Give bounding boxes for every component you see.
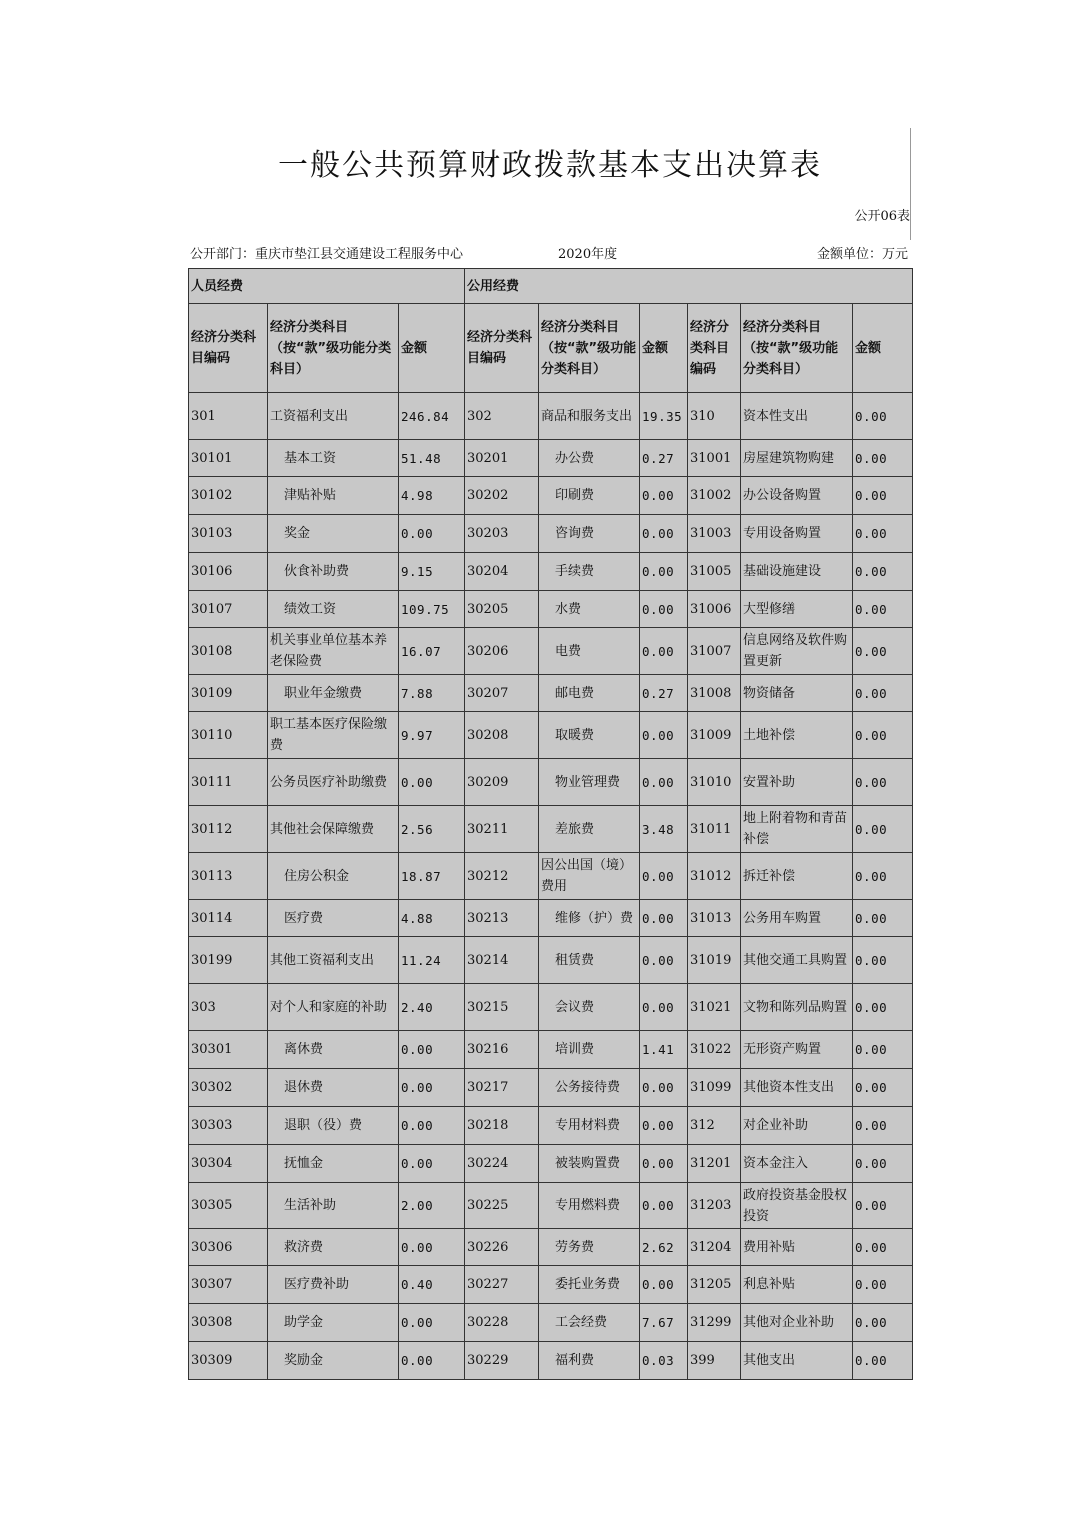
cell-code-public: 30227: [465, 1266, 539, 1304]
cell-code-capital: 31099: [688, 1069, 741, 1107]
cell-amount-capital: 0.00: [853, 1107, 913, 1145]
cell-name-personnel: 生活补助: [268, 1183, 399, 1229]
cell-name-public: 专用材料费: [539, 1107, 640, 1145]
cell-amount-capital: 0.00: [853, 440, 913, 477]
cell-amount-public: 0.00: [640, 853, 688, 900]
cell-code-public: 30216: [465, 1031, 539, 1069]
cell-name-public: 咨询费: [539, 515, 640, 553]
cell-amount-public: 19.35: [640, 393, 688, 440]
header-code-public: 经济分类科目编码: [465, 304, 539, 393]
cell-code-personnel: 30199: [189, 937, 268, 984]
cell-name-capital: 其他支出: [741, 1342, 853, 1380]
cell-amount-personnel: 11.24: [399, 937, 465, 984]
cell-name-capital: 其他交通工具购置: [741, 937, 853, 984]
cell-amount-capital: 0.00: [853, 984, 913, 1031]
cell-amount-public: 0.00: [640, 628, 688, 675]
cell-name-capital: 文物和陈列品购置: [741, 984, 853, 1031]
cell-amount-public: 0.00: [640, 1183, 688, 1229]
cell-amount-capital: 0.00: [853, 853, 913, 900]
cell-amount-public: 0.00: [640, 984, 688, 1031]
table-row: [189, 712, 913, 759]
cell-code-public: 30218: [465, 1107, 539, 1145]
cell-amount-public: 0.00: [640, 712, 688, 759]
cell-amount-public: 0.00: [640, 1266, 688, 1304]
cell-name-personnel: 机关事业单位基本养老保险费: [268, 628, 399, 675]
cell-name-public: 取暖费: [539, 712, 640, 759]
cell-amount-capital: 0.00: [853, 1183, 913, 1229]
table-row: [189, 1031, 913, 1069]
cell-code-public: 30209: [465, 759, 539, 806]
cell-name-public: 公务接待费: [539, 1069, 640, 1107]
cell-amount-personnel: 16.07: [399, 628, 465, 675]
section-row: [189, 269, 913, 304]
cell-amount-personnel: 4.88: [399, 900, 465, 937]
cell-amount-capital: 0.00: [853, 477, 913, 515]
cell-amount-capital: 0.00: [853, 900, 913, 937]
cell-amount-capital: 0.00: [853, 1031, 913, 1069]
cell-code-capital: 31012: [688, 853, 741, 900]
cell-name-personnel: 津贴补贴: [268, 477, 399, 515]
table-row: [189, 628, 913, 675]
table-body: [189, 393, 913, 1380]
cell-name-public: 物业管理费: [539, 759, 640, 806]
header-amount: 金额: [399, 304, 465, 393]
header-row: [189, 304, 913, 393]
table-row: [189, 477, 913, 515]
cell-amount-capital: 0.00: [853, 591, 913, 628]
table-number: 公开06表: [854, 209, 910, 224]
cell-name-public: 专用燃料费: [539, 1183, 640, 1229]
cell-code-personnel: 303: [189, 984, 268, 1031]
cell-name-personnel: 抚恤金: [268, 1145, 399, 1183]
cell-code-public: 30225: [465, 1183, 539, 1229]
cell-name-personnel: 住房公积金: [268, 853, 399, 900]
cell-code-personnel: 30111: [189, 759, 268, 806]
cell-code-public: 30202: [465, 477, 539, 515]
cell-amount-personnel: 9.97: [399, 712, 465, 759]
table-row: [189, 1342, 913, 1380]
cell-code-personnel: 30304: [189, 1145, 268, 1183]
header-name: 经济分类科目（按“款”级功能分类科目）: [268, 304, 399, 393]
cell-code-public: 30213: [465, 900, 539, 937]
cell-amount-public: 0.00: [640, 1069, 688, 1107]
cell-name-personnel: 其他工资福利支出: [268, 937, 399, 984]
cell-name-capital: 无形资产购置: [741, 1031, 853, 1069]
cell-code-public: 30229: [465, 1342, 539, 1380]
cell-name-public: 委托业务费: [539, 1266, 640, 1304]
cell-name-personnel: 公务员医疗补助缴费: [268, 759, 399, 806]
cell-code-public: 30201: [465, 440, 539, 477]
cell-code-capital: 31205: [688, 1266, 741, 1304]
cell-amount-capital: 0.00: [853, 675, 913, 712]
cell-amount-capital: 0.00: [853, 393, 913, 440]
cell-code-personnel: 30305: [189, 1183, 268, 1229]
cell-amount-capital: 0.00: [853, 1342, 913, 1380]
table-row: [189, 759, 913, 806]
cell-name-public: 被装购置费: [539, 1145, 640, 1183]
cell-code-capital: 31022: [688, 1031, 741, 1069]
cell-amount-personnel: 0.00: [399, 1229, 465, 1266]
cell-code-personnel: 30306: [189, 1229, 268, 1266]
cell-amount-capital: 0.00: [853, 1069, 913, 1107]
cell-name-personnel: 医疗费: [268, 900, 399, 937]
cell-name-capital: 其他对企业补助: [741, 1304, 853, 1342]
cell-amount-public: 0.27: [640, 440, 688, 477]
cell-name-personnel: 医疗费补助: [268, 1266, 399, 1304]
cell-name-capital: 资本金注入: [741, 1145, 853, 1183]
cell-code-public: 30217: [465, 1069, 539, 1107]
cell-code-personnel: 30301: [189, 1031, 268, 1069]
table-row: [189, 1266, 913, 1304]
cell-code-capital: 31011: [688, 806, 741, 853]
cell-amount-public: 0.00: [640, 937, 688, 984]
cell-name-capital: 其他资本性支出: [741, 1069, 853, 1107]
cell-name-personnel: 工资福利支出: [268, 393, 399, 440]
cell-amount-capital: 0.00: [853, 806, 913, 853]
cell-amount-personnel: 51.48: [399, 440, 465, 477]
cell-name-personnel: 奖金: [268, 515, 399, 553]
cell-name-personnel: 对个人和家庭的补助: [268, 984, 399, 1031]
cell-name-capital: 基础设施建设: [741, 553, 853, 591]
cell-amount-capital: 0.00: [853, 759, 913, 806]
cell-name-personnel: 助学金: [268, 1304, 399, 1342]
cell-amount-public: 2.62: [640, 1229, 688, 1266]
cell-code-personnel: 30109: [189, 675, 268, 712]
table-row: [189, 1304, 913, 1342]
cell-code-public: 30224: [465, 1145, 539, 1183]
cell-amount-public: 0.00: [640, 759, 688, 806]
cell-amount-personnel: 0.40: [399, 1266, 465, 1304]
cell-amount-public: 0.00: [640, 477, 688, 515]
cell-code-public: 30228: [465, 1304, 539, 1342]
cell-name-personnel: 职业年金缴费: [268, 675, 399, 712]
table-row: [189, 393, 913, 440]
cell-amount-personnel: 0.00: [399, 1145, 465, 1183]
cell-name-capital: 专用设备购置: [741, 515, 853, 553]
cell-name-personnel: 退职（役）费: [268, 1107, 399, 1145]
cell-amount-capital: 0.00: [853, 1304, 913, 1342]
cell-code-personnel: 30110: [189, 712, 268, 759]
cell-code-personnel: 30112: [189, 806, 268, 853]
cell-name-personnel: 退休费: [268, 1069, 399, 1107]
cell-amount-capital: 0.00: [853, 1229, 913, 1266]
cell-code-capital: 31204: [688, 1229, 741, 1266]
cell-code-capital: 31013: [688, 900, 741, 937]
cell-name-public: 租赁费: [539, 937, 640, 984]
cell-amount-capital: 0.00: [853, 1266, 913, 1304]
cell-code-capital: 31003: [688, 515, 741, 553]
cell-name-public: 手续费: [539, 553, 640, 591]
cell-amount-personnel: 2.56: [399, 806, 465, 853]
cell-name-capital: 信息网络及软件购置更新: [741, 628, 853, 675]
cell-name-personnel: 基本工资: [268, 440, 399, 477]
cell-code-personnel: 30307: [189, 1266, 268, 1304]
cell-name-public: 劳务费: [539, 1229, 640, 1266]
header-name-public: 经济分类科目（按“款”级功能分类科目）: [539, 304, 640, 393]
department-label: 公开部门：重庆市垫江县交通建设工程服务中心: [190, 247, 464, 262]
cell-amount-personnel: 0.00: [399, 1069, 465, 1107]
cell-code-public: 30208: [465, 712, 539, 759]
table-row: [189, 440, 913, 477]
table-row: [189, 1183, 913, 1229]
cell-code-personnel: 301: [189, 393, 268, 440]
cell-amount-capital: 0.00: [853, 628, 913, 675]
cell-name-personnel: 其他社会保障缴费: [268, 806, 399, 853]
table-row: [189, 853, 913, 900]
cell-code-personnel: 30106: [189, 553, 268, 591]
cell-amount-public: 0.00: [640, 591, 688, 628]
cell-code-personnel: 30107: [189, 591, 268, 628]
cell-name-capital: 费用补贴: [741, 1229, 853, 1266]
table-row: [189, 1069, 913, 1107]
cell-code-capital: 31010: [688, 759, 741, 806]
header-code-capital: 经济分类科目编码: [688, 304, 741, 393]
cell-code-capital: 31002: [688, 477, 741, 515]
cell-code-personnel: 30114: [189, 900, 268, 937]
cell-name-public: 福利费: [539, 1342, 640, 1380]
cell-name-capital: 拆迁补偿: [741, 853, 853, 900]
cell-code-public: 30215: [465, 984, 539, 1031]
cell-amount-personnel: 0.00: [399, 1304, 465, 1342]
table-row: [189, 591, 913, 628]
cell-code-personnel: 30309: [189, 1342, 268, 1380]
cell-amount-personnel: 2.00: [399, 1183, 465, 1229]
cell-code-personnel: 30108: [189, 628, 268, 675]
cell-name-public: 电费: [539, 628, 640, 675]
cell-name-public: 差旅费: [539, 806, 640, 853]
cell-code-personnel: 30103: [189, 515, 268, 553]
cell-code-public: 302: [465, 393, 539, 440]
table-row: [189, 553, 913, 591]
header-amount-public: 金额: [640, 304, 688, 393]
cell-name-personnel: 伙食补助费: [268, 553, 399, 591]
cell-amount-personnel: 9.15: [399, 553, 465, 591]
cell-name-personnel: 职工基本医疗保险缴费: [268, 712, 399, 759]
cell-amount-public: 0.03: [640, 1342, 688, 1380]
cell-amount-public: 0.00: [640, 1107, 688, 1145]
cell-code-capital: 31005: [688, 553, 741, 591]
page-title: 一般公共预算财政拨款基本支出决算表: [278, 148, 822, 183]
cell-code-public: 30206: [465, 628, 539, 675]
cell-code-public: 30204: [465, 553, 539, 591]
cell-code-capital: 312: [688, 1107, 741, 1145]
table-row: [189, 515, 913, 553]
cell-code-personnel: 30303: [189, 1107, 268, 1145]
cell-name-capital: 地上附着物和青苗补偿: [741, 806, 853, 853]
table-row: [189, 1229, 913, 1266]
cell-amount-public: 0.00: [640, 553, 688, 591]
cell-code-capital: 31299: [688, 1304, 741, 1342]
cell-code-public: 30205: [465, 591, 539, 628]
cell-name-public: 办公费: [539, 440, 640, 477]
table-row: [189, 1107, 913, 1145]
cell-code-capital: 310: [688, 393, 741, 440]
cell-code-personnel: 30308: [189, 1304, 268, 1342]
cell-code-public: 30203: [465, 515, 539, 553]
table-row: [189, 675, 913, 712]
cell-code-capital: 31019: [688, 937, 741, 984]
cell-code-public: 30226: [465, 1229, 539, 1266]
cell-name-public: 商品和服务支出: [539, 393, 640, 440]
cell-code-public: 30207: [465, 675, 539, 712]
cell-name-personnel: 绩效工资: [268, 591, 399, 628]
header-code: 经济分类科目编码: [189, 304, 268, 393]
table-row: [189, 806, 913, 853]
cell-name-public: 会议费: [539, 984, 640, 1031]
cell-amount-public: 0.00: [640, 1145, 688, 1183]
cell-name-public: 邮电费: [539, 675, 640, 712]
cell-amount-personnel: 0.00: [399, 1031, 465, 1069]
cell-amount-public: 0.00: [640, 515, 688, 553]
cell-code-public: 30211: [465, 806, 539, 853]
header-name-capital: 经济分类科目（按“款”级功能分类科目）: [741, 304, 853, 393]
table-row: [189, 1145, 913, 1183]
cell-code-capital: 399: [688, 1342, 741, 1380]
cell-amount-capital: 0.00: [853, 553, 913, 591]
section-personnel: 人员经费: [189, 269, 465, 304]
cell-code-capital: 31201: [688, 1145, 741, 1183]
cell-name-capital: 大型修缮: [741, 591, 853, 628]
section-public: 公用经费: [465, 269, 913, 304]
cell-code-personnel: 30302: [189, 1069, 268, 1107]
expenditure-table: [188, 268, 913, 1380]
cell-name-public: 印刷费: [539, 477, 640, 515]
cell-amount-personnel: 0.00: [399, 1342, 465, 1380]
cell-name-public: 水费: [539, 591, 640, 628]
cell-name-public: 维修（护）费: [539, 900, 640, 937]
cell-amount-public: 0.27: [640, 675, 688, 712]
cell-amount-public: 3.48: [640, 806, 688, 853]
cell-name-public: 工会经费: [539, 1304, 640, 1342]
cell-code-capital: 31001: [688, 440, 741, 477]
header-amount-capital: 金额: [853, 304, 913, 393]
cell-name-capital: 土地补偿: [741, 712, 853, 759]
cell-name-public: 培训费: [539, 1031, 640, 1069]
cell-name-capital: 公务用车购置: [741, 900, 853, 937]
cell-code-capital: 31006: [688, 591, 741, 628]
cell-amount-personnel: 18.87: [399, 853, 465, 900]
cell-amount-capital: 0.00: [853, 1145, 913, 1183]
cell-amount-public: 7.67: [640, 1304, 688, 1342]
cell-amount-public: 0.00: [640, 900, 688, 937]
cell-name-capital: 安置补助: [741, 759, 853, 806]
cell-amount-personnel: 0.00: [399, 515, 465, 553]
unit-label: 金额单位：万元: [816, 247, 908, 262]
cell-amount-public: 1.41: [640, 1031, 688, 1069]
cell-name-capital: 对企业补助: [741, 1107, 853, 1145]
table-row: [189, 937, 913, 984]
cell-code-personnel: 30101: [189, 440, 268, 477]
cell-amount-personnel: 109.75: [399, 591, 465, 628]
cell-name-personnel: 救济费: [268, 1229, 399, 1266]
cell-name-capital: 房屋建筑物购建: [741, 440, 853, 477]
cell-amount-personnel: 4.98: [399, 477, 465, 515]
cell-amount-capital: 0.00: [853, 937, 913, 984]
cell-amount-capital: 0.00: [853, 515, 913, 553]
cell-name-capital: 政府投资基金股权投资: [741, 1183, 853, 1229]
cell-name-public: 因公出国（境）费用: [539, 853, 640, 900]
cell-amount-personnel: 246.84: [399, 393, 465, 440]
cell-amount-personnel: 0.00: [399, 1107, 465, 1145]
cell-name-personnel: 奖励金: [268, 1342, 399, 1380]
cell-code-personnel: 30113: [189, 853, 268, 900]
cell-amount-personnel: 2.40: [399, 984, 465, 1031]
cell-amount-personnel: 7.88: [399, 675, 465, 712]
cell-code-capital: 31007: [688, 628, 741, 675]
year-label: 2020年度: [558, 247, 618, 262]
cell-name-personnel: 离休费: [268, 1031, 399, 1069]
cell-code-capital: 31008: [688, 675, 741, 712]
cell-name-capital: 物资储备: [741, 675, 853, 712]
cell-code-public: 30212: [465, 853, 539, 900]
cell-code-public: 30214: [465, 937, 539, 984]
cell-amount-personnel: 0.00: [399, 759, 465, 806]
table-row: [189, 900, 913, 937]
cell-amount-capital: 0.00: [853, 712, 913, 759]
table-row: [189, 984, 913, 1031]
cell-name-capital: 利息补贴: [741, 1266, 853, 1304]
cell-code-capital: 31021: [688, 984, 741, 1031]
cell-code-capital: 31009: [688, 712, 741, 759]
cell-code-capital: 31203: [688, 1183, 741, 1229]
cell-code-personnel: 30102: [189, 477, 268, 515]
cell-name-capital: 办公设备购置: [741, 477, 853, 515]
cell-name-capital: 资本性支出: [741, 393, 853, 440]
